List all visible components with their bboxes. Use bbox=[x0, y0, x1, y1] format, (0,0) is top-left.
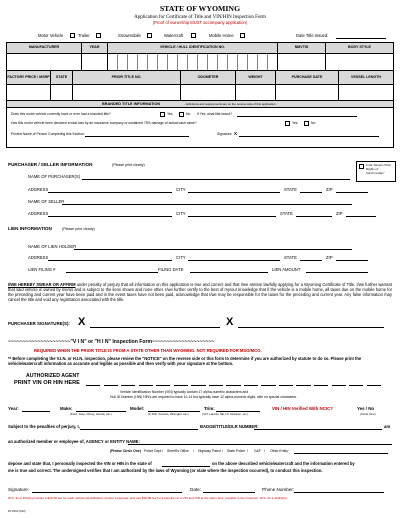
joint-tenants-box bbox=[356, 161, 396, 182]
affirmation-lead: I/WE HEREBY SWEAR OR AFFIRM bbox=[8, 282, 76, 287]
entity-other[interactable]: Other Entity: bbox=[270, 449, 289, 453]
printed-name-label: Printed Name of Person Completing this Section: bbox=[11, 132, 85, 136]
total-loss-no-label: No bbox=[311, 121, 316, 125]
form-subtitle: (Proof of ownership MUST accompany application) bbox=[152, 20, 248, 25]
date-title-issued-label: Date Title Issued: bbox=[296, 33, 329, 38]
seller-state-label: STATE bbox=[280, 211, 293, 216]
trim-label: Trim: bbox=[204, 406, 215, 411]
make-label: Make: bbox=[60, 406, 73, 411]
inspection-title: ~~~~~~~~~~~~~~~~~~~~~"V I N" or "H I N" Inspection Form~~~~~~~~~~~~~~~~~~~~~ bbox=[8, 339, 215, 345]
vin-char-slot[interactable] bbox=[86, 385, 100, 386]
purchaser-heading-note: (Please print clearly) bbox=[112, 162, 145, 167]
form-title: Application for Certificate of Title and VIN/HIN Inspection Form bbox=[134, 15, 266, 20]
col-odometer: ODOMETER bbox=[181, 71, 236, 84]
vin-entry-field[interactable] bbox=[86, 380, 381, 386]
vin-char-slot[interactable] bbox=[191, 385, 205, 386]
manufacturer-field[interactable] bbox=[7, 54, 82, 71]
ncic-yes-no[interactable]: Yes / No bbox=[357, 406, 375, 411]
seller-zip-field[interactable] bbox=[346, 216, 376, 217]
seller-city-field[interactable] bbox=[188, 216, 276, 217]
inspection-state-field[interactable] bbox=[162, 466, 210, 467]
form-number: DT-2061 (5/23) bbox=[8, 510, 26, 513]
seller-state-field[interactable] bbox=[296, 216, 332, 217]
authorized-member-label: an authorized member or employee of, AGENCY or ENTITY NAME: bbox=[8, 439, 140, 444]
col-nmvtis: NMVTIS bbox=[278, 43, 326, 53]
trim-example: (XLT, Laredo, SE, LX, Rubicon, etc.) bbox=[202, 412, 249, 416]
entity-gf[interactable]: G&F bbox=[254, 449, 261, 453]
phone-label: Phone Number: bbox=[262, 487, 295, 492]
authorized-agent-label: AUTHORIZED AGENT bbox=[26, 373, 80, 379]
inspection-required: REQUIRED WHEN THE PRIOR TITLE IS FROM A STATE OTHER THAN WYOMING. NOT REQUIRED FOR MSO/MCO. bbox=[34, 348, 262, 353]
entity-police[interactable]: Police Dept bbox=[144, 449, 162, 453]
vin-char-slot[interactable] bbox=[261, 385, 275, 386]
branded-yes-label: Yes bbox=[167, 112, 173, 116]
purchaser-signature-x1: X bbox=[78, 316, 86, 328]
statute-note: W.S. 31-2-103(b) provides a $10.00 fee for each vehicle identification number inspected, and use $10.00 fee for inspection of a VIN and HIN at the same time, payable to the inspector. W.S. 31-2-103(b)(ii) bbox=[8, 496, 287, 500]
vin-field[interactable] bbox=[108, 54, 278, 71]
vin-char-slot[interactable] bbox=[174, 385, 188, 386]
nmvtis-field[interactable] bbox=[278, 54, 326, 71]
checkbox-motor-vehicle[interactable] bbox=[70, 33, 75, 38]
type-label-trailer: Trailer bbox=[78, 33, 90, 38]
checkbox-branded-yes[interactable] bbox=[160, 112, 165, 117]
col-prior-title: PRIOR TITLE NO. bbox=[73, 71, 181, 84]
entity-state-police[interactable]: State Police bbox=[227, 449, 246, 453]
lien-heading-note: (Please print clearly) bbox=[62, 226, 95, 231]
lien-amount-label: LIEN AMOUNT bbox=[272, 267, 301, 272]
signature-x: X bbox=[234, 131, 237, 136]
type-label-mobile-home: Mobile Home bbox=[209, 33, 234, 38]
perjury-label: Subject to the penalties of perjury, I, bbox=[8, 424, 80, 429]
purchaser-signature-label: PURCHASER SIGNATURE(S): bbox=[8, 321, 70, 326]
inspector-signature-field[interactable] bbox=[32, 492, 182, 493]
separator: / bbox=[222, 449, 223, 453]
lien-city-label: CITY bbox=[176, 255, 186, 260]
inspection-date-field[interactable] bbox=[203, 492, 255, 493]
checkbox-total-loss-yes[interactable] bbox=[285, 121, 290, 126]
other-entity-field[interactable] bbox=[294, 453, 388, 454]
vin-char-slot[interactable] bbox=[314, 385, 328, 386]
vin-note: Vehicle Identification Number (VIN) typically contain 17 alpha-numeric characters and bbox=[120, 390, 249, 394]
make-example: (Ford, Jeep, Chevy, Honda, etc.) bbox=[70, 412, 112, 416]
total-loss-yes-label: Yes bbox=[292, 121, 298, 125]
badge-label: BADGE/TITLE/DLR NUMBER: bbox=[200, 424, 259, 429]
checkbox-trailer[interactable] bbox=[96, 33, 101, 38]
checkbox-branded-no[interactable] bbox=[179, 112, 184, 117]
seller-address-label: ADDRESS bbox=[28, 211, 49, 216]
purchaser-city-label: CITY bbox=[176, 187, 186, 192]
vin-char-slot[interactable] bbox=[244, 385, 258, 386]
vin-char-slot[interactable] bbox=[226, 385, 240, 386]
ncic-verified-label: VIN / HIN Verified With NCIC? bbox=[272, 406, 333, 411]
vin-char-slot[interactable] bbox=[121, 385, 135, 386]
vin-char-slot[interactable] bbox=[139, 385, 153, 386]
col-manufacturer: MANUFACTURER bbox=[7, 43, 82, 53]
purchaser-name-label: NAME OF PURCHASER(S) bbox=[28, 174, 81, 179]
printed-name-field[interactable] bbox=[85, 136, 189, 137]
seller-zip-label: ZIP bbox=[336, 211, 343, 216]
purchaser-address-label: ADDRESS bbox=[28, 187, 49, 192]
circle-one-note: (Circle One) bbox=[360, 412, 376, 416]
title-brand-field[interactable] bbox=[237, 116, 357, 117]
purchaser-address-field[interactable] bbox=[48, 192, 172, 193]
col-weight: WEIGHT bbox=[236, 71, 276, 84]
col-vessel-length: VESSEL LENGTH bbox=[339, 71, 393, 84]
lienholder-name-field[interactable] bbox=[74, 249, 352, 250]
lien-filing-label: LIEN FILING # bbox=[28, 267, 56, 272]
vin-char-slot[interactable] bbox=[367, 385, 381, 386]
lien-city-field[interactable] bbox=[188, 260, 280, 261]
lien-state-label: STATE bbox=[284, 255, 297, 260]
lien-state-field[interactable] bbox=[300, 260, 322, 261]
state-field[interactable] bbox=[51, 85, 73, 101]
signature-field[interactable] bbox=[239, 136, 379, 137]
inspection-note: ** Before completing the V.I.N. or H.I.N. inspection, please review the "NOTICE" on the reverse side or this form to determine if you are authorized by statute to do so. Please print the vehicle/watercraft information as accurate and legible as possible and then verify with your signature at the bottom. bbox=[8, 356, 362, 366]
seller-name-label: NAME OF SELLER bbox=[28, 199, 65, 204]
inspector-signature-label: Signature: bbox=[8, 487, 29, 492]
purchaser-signature-field-1[interactable] bbox=[90, 327, 220, 328]
lien-amount-field[interactable] bbox=[306, 272, 368, 273]
separator: / bbox=[162, 449, 163, 453]
agency-name-field[interactable] bbox=[128, 444, 392, 445]
am-label: am bbox=[384, 424, 391, 429]
lien-zip-field[interactable] bbox=[336, 260, 368, 261]
branded-question: Does this motor vehicle currently have or ever had a branded title? bbox=[11, 112, 111, 116]
model-example: (F-150, Camaro, Wrangler, etc.) bbox=[148, 412, 189, 416]
separator: / bbox=[193, 449, 194, 453]
entity-sheriff[interactable]: Sheriff's Office bbox=[167, 449, 189, 453]
row2-entry bbox=[7, 84, 393, 101]
vin-char-slot[interactable] bbox=[332, 385, 346, 386]
checkbox-joint-tenants[interactable] bbox=[359, 164, 364, 169]
vin-char-slot[interactable] bbox=[349, 385, 363, 386]
entity-circle-label: (Please Circle One) bbox=[110, 449, 141, 453]
hin-note: Hull ID Number (HIN) HIN's are required to have 10-14 but typically have 12 alpha-numeric digits, with no special characters. bbox=[110, 395, 298, 399]
phone-field[interactable] bbox=[294, 492, 384, 493]
col-vin: VEHICLE / HULL IDENTIFICATION NO. bbox=[108, 43, 278, 53]
seller-city-label: CITY bbox=[176, 211, 186, 216]
lien-zip-label: ZIP bbox=[326, 255, 333, 260]
inspection-date-label: Date: bbox=[190, 487, 201, 492]
vin-char-slot[interactable] bbox=[209, 385, 223, 386]
model-label: Model: bbox=[130, 406, 145, 411]
vin-char-slot[interactable] bbox=[296, 385, 310, 386]
checkbox-total-loss-no[interactable] bbox=[304, 121, 309, 126]
purchaser-zip-label: ZIP bbox=[326, 187, 333, 192]
lien-address-field[interactable] bbox=[48, 260, 172, 261]
purchaser-zip-field[interactable] bbox=[336, 192, 368, 193]
year-label: Year: bbox=[8, 406, 19, 411]
print-vin-label: PRINT VIN OR HIN HERE bbox=[14, 380, 80, 386]
seller-address-field[interactable] bbox=[48, 216, 172, 217]
true-correct-statement: me is true and correct. The undersigned verifies that I am authorized by the laws of Wyoming (or state where the inspection occurred), to conduct this inspection. bbox=[8, 468, 323, 473]
purchaser-heading: PURCHASER / SELLER INFORMATION bbox=[8, 162, 93, 167]
checkbox-watercraft[interactable] bbox=[191, 33, 196, 38]
purchase-date-field[interactable] bbox=[276, 85, 339, 101]
filing-date-label: FILING DATE bbox=[158, 267, 184, 272]
branded-title-label: BRANDED TITLE INFORMATION bbox=[102, 101, 161, 106]
entity-highway-patrol[interactable]: Highway Patrol bbox=[198, 449, 221, 453]
type-label-motor-vehicle: Motor Vehicle bbox=[38, 33, 64, 38]
purchaser-state-field[interactable] bbox=[300, 192, 322, 193]
purchaser-name-field[interactable] bbox=[82, 179, 350, 180]
type-label-snowmobile: Snowmobile bbox=[118, 33, 141, 38]
lienholder-name-label: NAME OF LIEN HOLDER bbox=[28, 244, 77, 249]
vin-char-slot[interactable] bbox=[156, 385, 170, 386]
date-title-issued-field[interactable] bbox=[336, 38, 386, 39]
purchaser-signature-x2: X bbox=[226, 316, 234, 328]
lien-address-label: ADDRESS bbox=[28, 255, 49, 260]
year-field[interactable] bbox=[82, 54, 108, 71]
year-input[interactable] bbox=[22, 411, 50, 412]
separator: / bbox=[247, 449, 248, 453]
branded-title-note: - definitions and requirements are on the reverse side of this application. bbox=[184, 102, 277, 106]
col-year: YEAR bbox=[82, 43, 108, 53]
purchaser-signature-field-2[interactable] bbox=[238, 327, 384, 328]
seller-name-field[interactable] bbox=[62, 204, 352, 205]
col-purchase-date: PURCHASE DATE bbox=[276, 71, 339, 84]
odometer-field[interactable] bbox=[181, 85, 236, 101]
col-factory-price: FACTORY PRICE / MSRP bbox=[7, 71, 51, 84]
lien-filing-field[interactable] bbox=[66, 272, 158, 273]
col-body-style: BODY STYLE bbox=[326, 43, 393, 53]
affirmation-body: under penalty of perjury that all information on this application is true and correct and that I/we am/are lawfully applying for a Wyoming Certificate of Title. I/we further warrant that said vehicle is owned by me/us and is subject to the liens shown and none other. I/we further certify to the best of my/our knowledge that if the vehicle is a mobile home, all taxes due on the mobile home for the preceding and current year have been paid and in the event taxes have not been paid, acknowledge that I/we may be responsible for the taxes for the preceding and current year. Any false information may cancel the title and void any registration associated with the title. bbox=[8, 282, 392, 303]
type-label-watercraft: Watercraft bbox=[164, 33, 184, 38]
badge-field[interactable] bbox=[254, 429, 382, 430]
signature-label: Signature: bbox=[217, 132, 233, 136]
title-brand-question: If Yes, what title brand? bbox=[197, 112, 233, 116]
page-title: STATE OF WYOMING bbox=[159, 4, 241, 13]
vehicle-info-table bbox=[6, 42, 394, 148]
purchaser-state-label: STATE bbox=[284, 187, 297, 192]
checkbox-snowmobile[interactable] bbox=[147, 33, 152, 38]
body-style-field[interactable] bbox=[326, 54, 393, 71]
prior-title-field[interactable] bbox=[73, 85, 181, 101]
affirmation-text bbox=[8, 282, 392, 302]
row1-entry bbox=[7, 53, 393, 71]
inspector-name-field[interactable] bbox=[80, 429, 198, 430]
vin-char-slot[interactable] bbox=[279, 385, 293, 386]
factory-price-field[interactable] bbox=[7, 85, 51, 101]
vessel-length-field[interactable] bbox=[339, 85, 393, 101]
branded-no-label: No bbox=[186, 112, 191, 116]
filing-date-field[interactable] bbox=[190, 272, 268, 273]
total-loss-question: Has this motor vehicle been declared a total loss by an insurance company or sustained 75% damage of actual cash value? bbox=[11, 121, 197, 125]
checkbox-mobile-home[interactable] bbox=[240, 33, 245, 38]
branded-title-bar bbox=[7, 101, 393, 108]
separator: / bbox=[264, 449, 265, 453]
depose-label: depose and state that, I personally inspected the VIN or HIN in the state of bbox=[8, 461, 152, 466]
weight-field[interactable] bbox=[236, 85, 276, 101]
vin-char-slot[interactable] bbox=[104, 385, 118, 386]
col-state: STATE bbox=[51, 71, 73, 84]
purchaser-city-field[interactable] bbox=[188, 192, 280, 193]
joint-tenants-label: Joint Tenants With Rights of Survivorship? bbox=[366, 163, 391, 175]
depose-label-2: on the above described vehicle/watercraft and the information entered by bbox=[212, 461, 355, 466]
lien-heading: LIEN INFORMATION bbox=[8, 226, 52, 231]
